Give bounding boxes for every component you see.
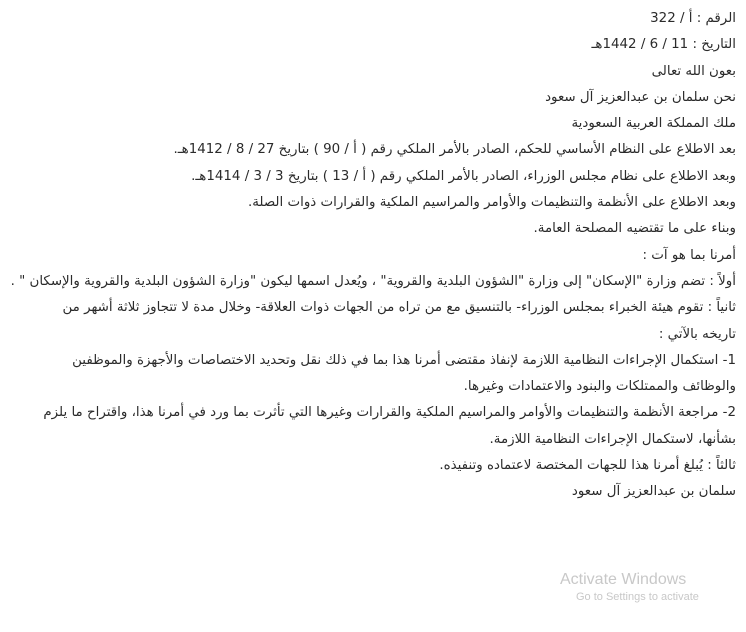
- item-2-line-2: بشأنها، لاستكمال الإجراءات النظامية اللازمة.: [489, 431, 736, 447]
- issuer-title: ملك المملكة العربية السعودية: [571, 116, 736, 132]
- issuer-name: نحن سلمان بن عبدالعزيز آل سعود: [545, 89, 736, 105]
- preamble-related-regulations: وبعد الاطلاع على الأنظمة والتنظيمات والأوامر والمراسيم الملكية والقرارات ذوات الصلة.: [247, 195, 736, 211]
- clause-second-line-2: تاريخه بالآتي :: [658, 326, 736, 342]
- document-date: التاريخ : 11 / 6 / 1442هـ: [591, 37, 736, 53]
- activation-watermark: [560, 570, 699, 604]
- clause-second-line-1: ثانياً : تقوم هيئة الخبراء بمجلس الوزراء- بالتنسيق مع من تراه من الجهات ذوات العلاقة- وخلال مدة لا تتجاوز ثلاثة أشهر من: [62, 300, 736, 316]
- item-1-line-1: 1- استكمال الإجراءات النظامية اللازمة لإنفاذ مقتضى أمرنا هذا بما في ذلك نقل وتحديد الاختصاصات والأجهزة والموظفين: [72, 352, 736, 368]
- order-intro: أمرنا بما هو آت :: [642, 247, 736, 263]
- invocation: بعون الله تعالى: [651, 63, 736, 79]
- preamble-basic-law: بعد الاطلاع على النظام الأساسي للحكم، الصادر بالأمر الملكي رقم ( أ / 90 ) بتاريخ 27 / 8 / 1412هـ.: [173, 142, 736, 158]
- preamble-public-interest: وبناء على ما تقتضيه المصلحة العامة.: [533, 221, 736, 237]
- watermark-subtitle: Go to Settings to activate: [576, 591, 699, 603]
- reference-number: الرقم : أ / 322: [650, 11, 736, 26]
- item-1-line-2: والوظائف والممتلكات والبنود والاعتمادات وغيرها.: [463, 379, 736, 395]
- clause-third: ثالثاً : يُبلغ أمرنا هذا للجهات المختصة لاعتماده وتنفيذه.: [439, 458, 736, 474]
- clause-first: أولاً : تضم وزارة "الإسكان" إلى وزارة "الشؤون البلدية والقروية" ، ويُعدل اسمها ليكون "وزارة الشؤون البلدية والقروية والإسكان " .: [10, 273, 736, 289]
- item-2-line-1: 2- مراجعة الأنظمة والتنظيمات والأوامر والمراسيم الملكية والقرارات وغيرها التي تأثرت بما ورد في أمرنا هذا، واقتراح ما يلزم: [43, 405, 736, 421]
- watermark-title: Activate Windows: [560, 571, 687, 588]
- preamble-council-of-ministers: وبعد الاطلاع على نظام مجلس الوزراء، الصادر بالأمر الملكي رقم ( أ / 13 ) بتاريخ 3 / 3 / 1414هـ.: [191, 168, 736, 184]
- royal-order-document: [8, 6, 736, 506]
- signature: سلمان بن عبدالعزيز آل سعود: [571, 484, 736, 500]
